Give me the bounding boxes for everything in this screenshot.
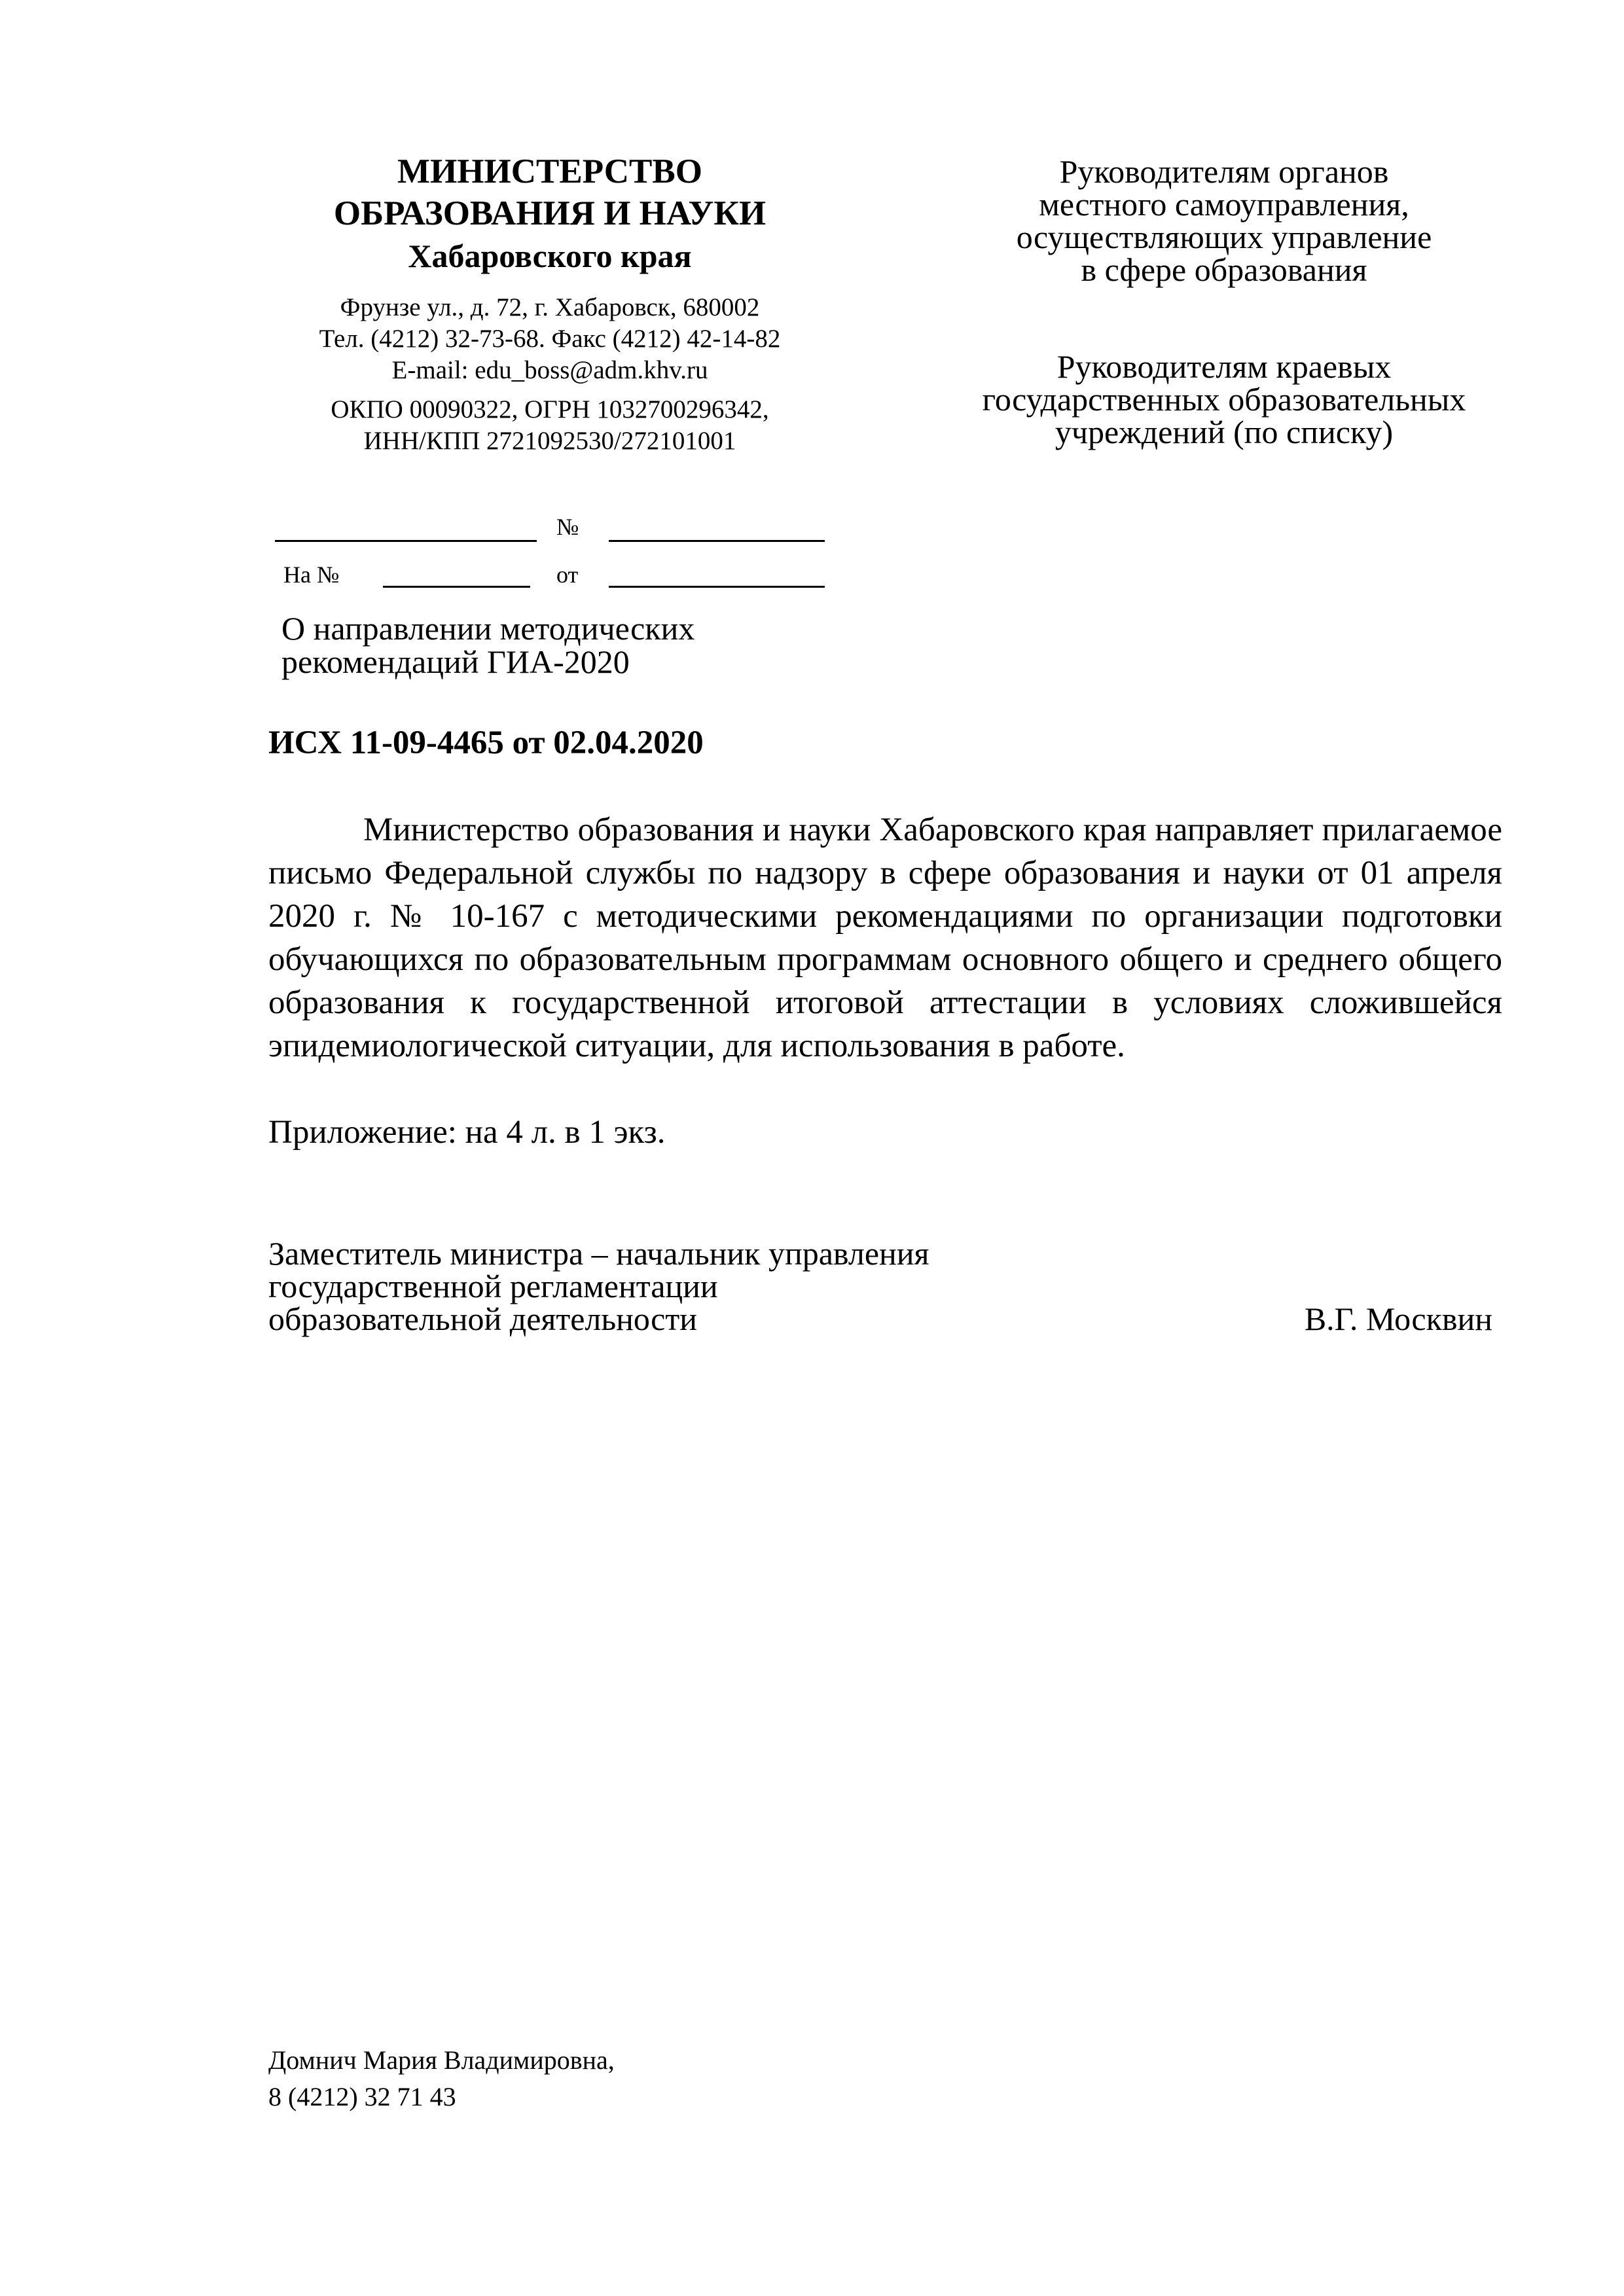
attachment-note: Приложение: на 4 л. в 1 экз. <box>268 1114 666 1151</box>
ministry-region: Хабаровского края <box>408 238 692 274</box>
contact-person <box>268 2042 615 2115</box>
outgoing-number-line <box>609 540 825 542</box>
contact-phone: 8 (4212) 32 71 43 <box>268 2082 456 2111</box>
in-reply-date-line <box>609 586 825 588</box>
signer-position <box>268 1237 1185 1335</box>
ministry-codes-line2: ИНН/КПП 2721092530/272101001 <box>363 427 736 455</box>
addressee-line: местного самоуправления, <box>1039 186 1409 223</box>
ministry-email: E-mail: edu_boss@adm.khv.ru <box>391 356 708 384</box>
addressee-group-local <box>897 155 1551 286</box>
ministry-address: Фрунзе ул., д. 72, г. Хабаровск, 680002 <box>340 293 760 321</box>
ministry-codes-line1: ОКПО 00090322, ОГРН 1032700296342, <box>331 395 769 423</box>
letterhead <box>249 151 851 457</box>
addressee-line: государственных образовательных <box>982 381 1466 418</box>
signer-position-line: Заместитель министра – начальник управления <box>268 1235 929 1272</box>
addressee-line: учреждений (по списку) <box>1055 414 1394 450</box>
from-label: от <box>556 562 579 588</box>
in-reply-number-line <box>383 586 530 588</box>
number-sign-label: № <box>556 514 579 540</box>
signer-position-line: государственной регламентации <box>268 1268 718 1304</box>
contact-name: Домнич Мария Владимировна, <box>268 2045 615 2075</box>
ministry-phone-fax: Тел. (4212) 32-73-68. Факс (4212) 42-14-82 <box>319 325 781 353</box>
addressee-line: Руководителям органов <box>1059 153 1389 190</box>
in-reply-label: На № <box>283 562 340 588</box>
signer-position-line: образовательной деятельности <box>268 1300 697 1337</box>
letter-subject <box>281 612 871 679</box>
addressee-line: Руководителям краевых <box>1056 348 1392 385</box>
outgoing-date-line <box>275 540 537 542</box>
addressee-line: осуществляющих управление <box>1016 219 1432 255</box>
ministry-name-line1: МИНИСТЕРСТВО <box>397 152 702 190</box>
body-paragraph: Министерство образования и науки Хабаровского края направляет прилагаемое письмо Федеральной службы по надзору в сфере образования и науки от 01 апреля 2020 г. № 10-167 с методическими рекомендациями по организации подготовки обучающихся по образовательным программам основного общего и среднего общего образования к государственной итоговой аттестации в условиях сложившейся эпидемиологической ситуации, для использования в работе. <box>268 812 1502 1064</box>
ministry-name-line2: ОБРАЗОВАНИЯ И НАУКИ <box>333 194 767 232</box>
subject-line: рекомендаций ГИА-2020 <box>281 643 630 680</box>
subject-line: О направлении методических <box>281 610 695 647</box>
addressee-line: в сфере образования <box>1081 251 1367 288</box>
letter-body <box>268 808 1502 1067</box>
outgoing-reference: ИСХ 11-09-4465 от 02.04.2020 <box>268 725 704 761</box>
addressee-group-regional <box>897 350 1551 448</box>
signer-name: В.Г. Москвин <box>1304 1300 1492 1337</box>
